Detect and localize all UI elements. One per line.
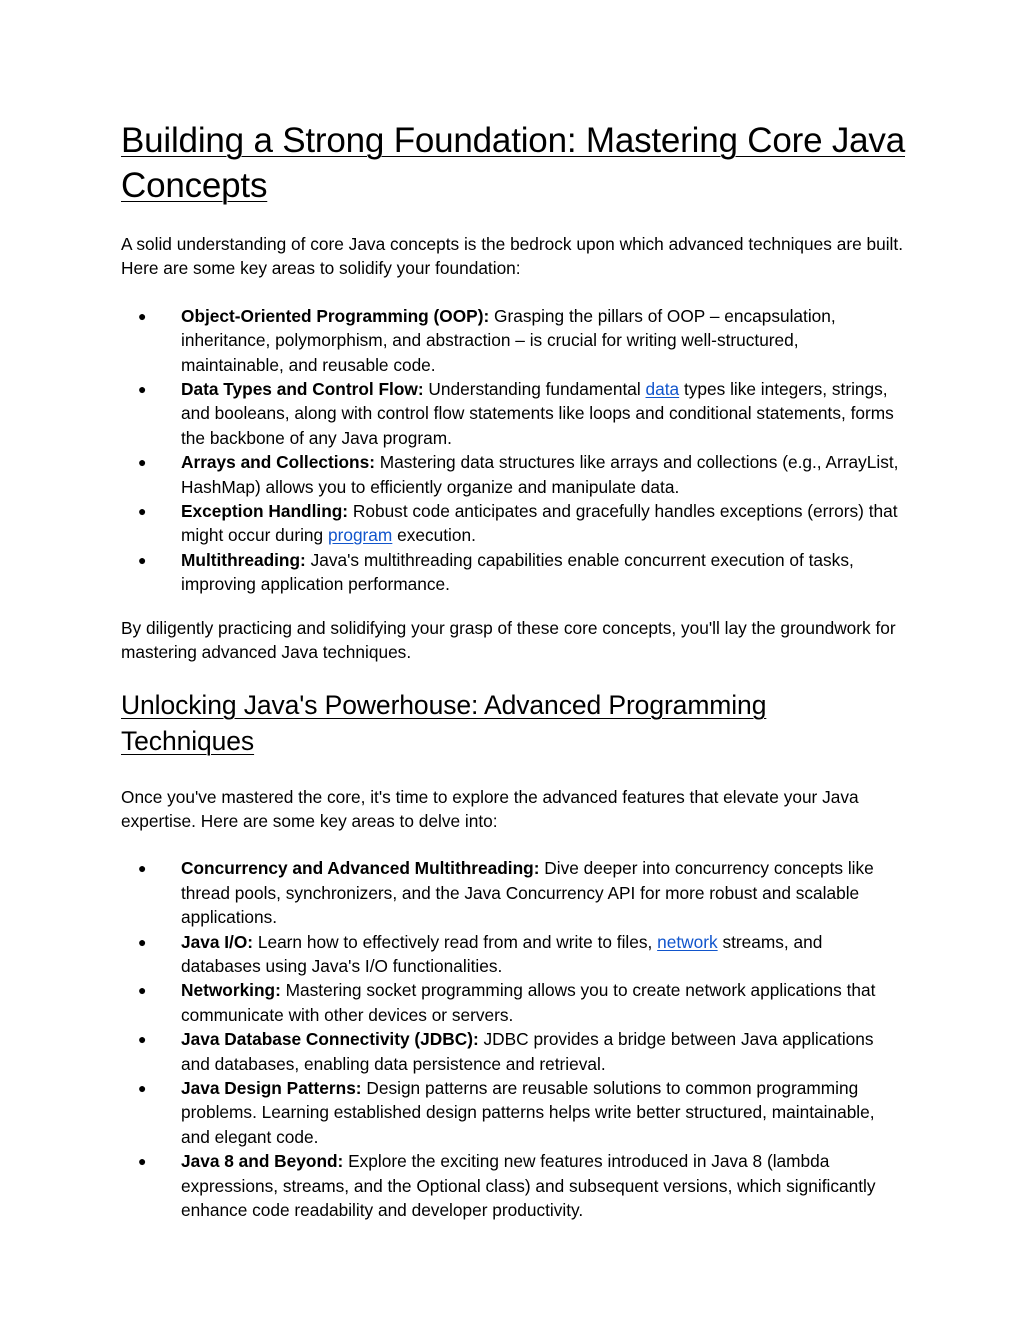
bullet-icon: ● [138,860,147,877]
list-item [121,450,906,499]
list-item [121,856,906,929]
item-term: Object-Oriented Programming (OOP): [181,305,490,326]
item-term: Data Types and Control Flow: [181,379,424,400]
item-term: Java Design Patterns: [181,1077,362,1098]
item-text: streams, and databases using Java's I/O functionalities. [181,931,823,976]
list-item [121,978,906,1027]
item-text: types like integers, strings, and booleans, along with control flow statements like loops and conditional statements, forms the backbone of any Java program. [181,379,894,448]
outro-paragraph-core: By diligently practicing and solidifying your grasp of these core concepts, you'll lay the groundwork for mastering advanced Java techniques. [121,617,896,663]
item-term: Networking: [181,980,281,1001]
item-term: Multithreading: [181,549,306,570]
list-item [121,1076,906,1149]
bullet-icon: ● [138,503,147,520]
item-term: Arrays and Collections: [181,452,375,473]
item-term: Exception Handling: [181,501,349,522]
bullet-icon: ● [138,454,147,471]
list-item [121,499,906,548]
section-heading-advanced: Unlocking Java's Powerhouse: Advanced Programming Techniques [121,689,767,756]
item-term: Java I/O: [181,931,254,952]
network-link[interactable]: network [657,931,718,952]
item-text: Dive deeper into concurrency concepts like thread pools, synchronizers, and the Java Concurrency API for more robust and scalable applications. [181,858,874,928]
item-text: Learn how to effectively read from and write to files, [253,931,658,952]
item-text: Grasping the pillars of OOP – encapsulation, inheritance, polymorphism, and abstraction – is crucial for writing well-structured, maintainable, and reusable code. [181,305,836,375]
bullet-icon: ● [138,1079,147,1096]
intro-paragraph-core: A solid understanding of core Java concepts is the bedrock upon which advanced techniques are built. Here are some key areas to solidify your foundation: [121,234,903,279]
item-text: Design patterns are reusable solutions to common programming problems. Learning established design patterns helps write better structured, maintainable, and elegant code. [181,1077,875,1147]
bullet-icon: ● [138,933,147,950]
data-link[interactable]: data [645,379,680,400]
item-text: Explore the exciting new features introduced in Java 8 (lambda expressions, streams, and the Optional class) and subsequent versions, which significantly enhance code readability and developer productivity. [181,1151,876,1220]
item-text: Mastering data structures like arrays and collections (e.g., ArrayList, HashMap) allows you to efficiently organize and manipulate data. [181,452,899,497]
list-item [121,304,906,377]
item-term: Java Database Connectivity (JDBC): [181,1029,479,1050]
bullet-icon: ● [138,982,147,999]
item-text: JDBC provides a bridge between Java applications and databases, enabling data persistence and retrieval. [181,1029,874,1074]
document-page [121,118,906,1222]
bullet-icon: ● [138,1031,147,1048]
item-term: Concurrency and Advanced Multithreading: [181,858,540,879]
core-concepts-list [121,304,906,597]
bullet-icon: ● [138,1153,147,1170]
list-item [121,377,906,450]
item-text: Understanding fundamental [423,379,646,400]
intro-paragraph-advanced: Once you've mastered the core, it's time to explore the advanced features that elevate your Java expertise. Here are some key areas to delve into: [121,786,859,831]
bullet-icon: ● [138,381,147,398]
bullet-icon: ● [138,307,147,324]
item-text: execution. [392,525,476,546]
item-text: Robust code anticipates and gracefully handles exceptions (errors) that might occur during [181,501,898,546]
list-item [121,1027,906,1076]
item-text: Java's multithreading capabilities enable concurrent execution of tasks, improving application performance. [181,549,854,595]
bullet-icon: ● [138,551,147,568]
list-item [121,1149,906,1222]
section-heading-core-java: Building a Strong Foundation: Mastering Core Java Concepts [121,121,905,205]
list-item [121,548,906,597]
item-term: Java 8 and Beyond: [181,1151,344,1172]
advanced-techniques-list [121,856,906,1222]
program-link[interactable]: program [327,525,393,546]
item-text: Mastering socket programming allows you to create network applications that communicate with other devices or servers. [181,980,876,1025]
list-item [121,930,906,979]
